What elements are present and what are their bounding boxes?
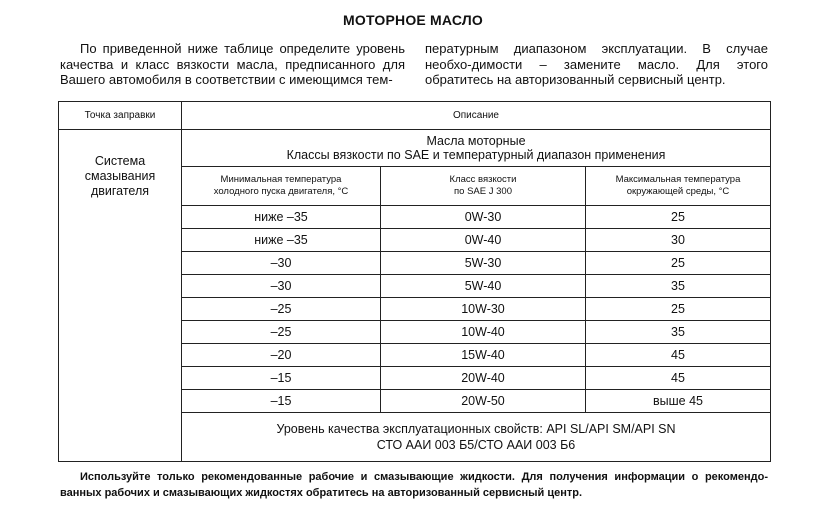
- col-min-temp: Минимальная температура холодного пуска двигателя, °C: [182, 167, 381, 206]
- table-row: –20 15W-40 45: [59, 344, 771, 367]
- oil-table: [58, 101, 771, 462]
- oil-title-cell: Масла моторные Классы вязкости по SAE и температурный диапазон применения: [182, 130, 771, 167]
- table-row: –30 5W-40 35: [59, 275, 771, 298]
- quality-level-cell: Уровень качества эксплуатационных свойств: API SL/API SM/API SN СТО ААИ 003 Б5/СТО ААИ 003 Б6: [182, 413, 771, 462]
- col-viscosity: Класс вязкости по SAE J 300: [381, 167, 586, 206]
- intro-text-right: пературным диапазоном эксплуатации. В случае необхо-димости – замените масло. Для этого обратитесь на авторизованный сервисный центр.: [425, 41, 768, 87]
- table-row: ниже –35 0W-40 30: [59, 229, 771, 252]
- system-cell: Система смазывания двигателя: [59, 130, 182, 462]
- col-max-temp: Максимальная температура окружающей среды, °C: [586, 167, 771, 206]
- table-row: –15 20W-50 выше 45: [59, 390, 771, 413]
- table-row: ниже –35 0W-30 25: [59, 206, 771, 229]
- intro-text-left: По приведенной ниже таблице определите уровень качества и класс вязкости масла, предписанного для Вашего автомобиля в соответствии с имеющимся тем-: [60, 41, 405, 87]
- page-title: МОТОРНОЕ МАСЛО: [343, 12, 483, 28]
- header-description: Описание: [182, 102, 771, 130]
- table-row: –15 20W-40 45: [59, 367, 771, 390]
- header-fill-point: Точка заправки: [59, 102, 182, 130]
- table-row: –30 5W-30 25: [59, 252, 771, 275]
- table-row: –25 10W-40 35: [59, 321, 771, 344]
- table-header-row: [59, 102, 771, 130]
- footer-note: Используйте только рекомендованные рабочие и смазывающие жидкости. Для получения информации о рекомендо-ванных рабочих и смазывающих жидкостях обратитесь на авторизованный сервисный центр.: [60, 471, 768, 499]
- table-row: –25 10W-30 25: [59, 298, 771, 321]
